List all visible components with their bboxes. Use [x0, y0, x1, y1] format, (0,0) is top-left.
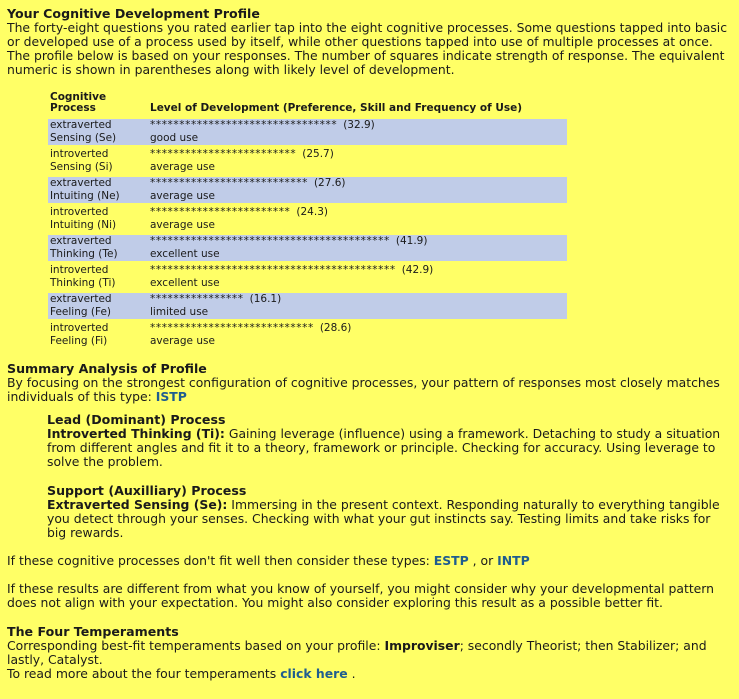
process-cell	[48, 148, 148, 174]
development-level: limited use	[150, 306, 209, 318]
lead-process-text	[47, 427, 731, 469]
column-header-process	[48, 92, 148, 116]
process-cell	[48, 235, 148, 261]
support-process-title: Support (Auxilliary) Process	[47, 483, 247, 498]
process-name: Sensing (Si)	[50, 161, 113, 173]
read-more-text: To read more about the four temperaments	[7, 666, 277, 681]
process-attitude: introverted	[50, 322, 109, 334]
process-attitude: extraverted	[50, 293, 112, 305]
strength-value: (32.9)	[343, 119, 375, 131]
development-level: good use	[150, 132, 199, 144]
profile-title: Your Cognitive Development Profile	[7, 6, 260, 21]
process-attitude: extraverted	[50, 177, 112, 189]
strength-value: (42.9)	[401, 264, 434, 276]
profile-table-body	[48, 119, 567, 348]
strength-stars: *****************************************	[150, 235, 390, 247]
strength-value: (25.7)	[302, 148, 334, 160]
development-level: average use	[150, 190, 215, 202]
profile-row	[48, 206, 567, 232]
level-cell	[148, 148, 567, 174]
alternative-types-text: If these cognitive processes don't fit well then consider these types:	[7, 553, 430, 568]
strength-value: (28.6)	[319, 322, 352, 334]
development-level: average use	[150, 161, 215, 173]
process-attitude: introverted	[50, 206, 109, 218]
process-name: Feeling (Fi)	[50, 335, 108, 347]
profile-table	[48, 89, 567, 351]
lead-process-desc: Gaining leverage (influence) using a framework. Detaching to study a situation from different angles and fit it to a theory, framework or principle. Checking for accuracy. Using leverage to solve the problem.	[47, 426, 721, 469]
type-istp-link[interactable]: ISTP	[155, 389, 187, 404]
profile-row	[48, 148, 567, 174]
process-cell	[48, 293, 148, 319]
profile-row	[48, 293, 567, 319]
process-name: Thinking (Ti)	[50, 277, 116, 289]
profile-row	[48, 322, 567, 348]
summary-text	[7, 376, 731, 404]
process-attitude: introverted	[50, 148, 109, 160]
development-level: average use	[150, 335, 215, 347]
process-attitude: extraverted	[50, 119, 112, 131]
level-cell	[148, 322, 567, 348]
type-intp-link[interactable]: INTP	[497, 553, 530, 568]
profile-row	[48, 235, 567, 261]
strength-value: (27.6)	[313, 177, 346, 189]
process-cell	[48, 206, 148, 232]
lead-process-section	[47, 412, 731, 469]
column-header-process-line2: Process	[50, 102, 96, 114]
strength-stars: *************************	[150, 148, 297, 160]
process-name: Intuiting (Ni)	[50, 219, 117, 231]
temperaments-title: The Four Temperaments	[7, 624, 179, 639]
temperaments-click-here-link[interactable]: click here	[280, 666, 348, 681]
level-cell	[148, 293, 567, 319]
lead-process-name: Introverted Thinking (Ti):	[47, 426, 225, 441]
level-cell	[148, 177, 567, 203]
alternative-types	[7, 554, 731, 568]
temperaments-read-more	[7, 667, 731, 681]
summary-text-body: By focusing on the strongest configuration of cognitive processes, your pattern of responses most closely matches individuals of this type:	[7, 375, 720, 404]
process-cell	[48, 177, 148, 203]
type-estp-link[interactable]: ESTP	[433, 553, 469, 568]
level-cell	[148, 264, 567, 290]
column-header-level: Level of Development (Preference, Skill and Frequency of Use)	[150, 102, 523, 114]
support-process-name: Extraverted Sensing (Se):	[47, 497, 228, 512]
read-more-period: .	[347, 666, 356, 681]
profile-row	[48, 264, 567, 290]
different-results-text: If these results are different from what you know of yourself, you might consider why your developmental pattern does not align with your expectation. You might also consider exploring this result as a possible better fit.	[7, 581, 715, 610]
profile-row	[48, 119, 567, 145]
process-name: Thinking (Te)	[50, 248, 118, 260]
alternative-types-separator: , or	[468, 553, 498, 568]
process-attitude: introverted	[50, 264, 109, 276]
support-process-desc: Immersing in the present context. Responding naturally to everything tangible you detect through your senses. Checking with what your gut instincts say. Testing limits and take risks for big rewards.	[47, 497, 720, 540]
strength-value: (41.9)	[395, 235, 428, 247]
summary-title: Summary Analysis of Profile	[7, 361, 207, 376]
temperaments-text	[7, 639, 731, 667]
level-cell	[148, 235, 567, 261]
level-cell	[148, 119, 567, 145]
development-level: excellent use	[150, 248, 220, 260]
process-cell	[48, 322, 148, 348]
strength-stars: ****************	[150, 293, 244, 305]
temperament-best: Improviser	[384, 638, 460, 653]
process-name: Sensing (Se)	[50, 132, 117, 144]
strength-stars: ****************************	[150, 322, 314, 334]
profile-intro: The forty-eight questions you rated earlier tap into the eight cognitive processes. Some questions tapped into basic or developed use of a process used by itself, while other questions tapped into use of multiple processes at once. The profile below is based on your responses. The number of squares indicate strength of response. The equivalent numeric is shown in parentheses along with likely level of development.	[7, 20, 728, 77]
development-level: excellent use	[150, 277, 220, 289]
column-header-process-line1: Cognitive	[50, 91, 107, 103]
process-cell	[48, 264, 148, 290]
temperaments-text-after: ; secondly Theorist; then Stabilizer; and lastly, Catalyst.	[7, 638, 707, 667]
level-cell	[148, 206, 567, 232]
strength-stars: ***************************	[150, 177, 308, 189]
strength-value: (24.3)	[296, 206, 328, 218]
process-attitude: extraverted	[50, 235, 112, 247]
process-name: Feeling (Fe)	[50, 306, 111, 318]
development-level: average use	[150, 219, 215, 231]
strength-value: (16.1)	[249, 293, 282, 305]
lead-process-title: Lead (Dominant) Process	[47, 412, 226, 427]
strength-stars: ************************	[150, 206, 291, 218]
strength-stars: ******************************************	[150, 264, 396, 276]
support-process-text	[47, 498, 731, 540]
process-cell	[48, 119, 148, 145]
strength-stars: ********************************	[150, 119, 338, 131]
temperaments-text-before: Corresponding best-fit temperaments based on your profile:	[7, 638, 381, 653]
support-process-section	[47, 483, 731, 540]
profile-row	[48, 177, 567, 203]
process-name: Intuiting (Ne)	[50, 190, 120, 202]
